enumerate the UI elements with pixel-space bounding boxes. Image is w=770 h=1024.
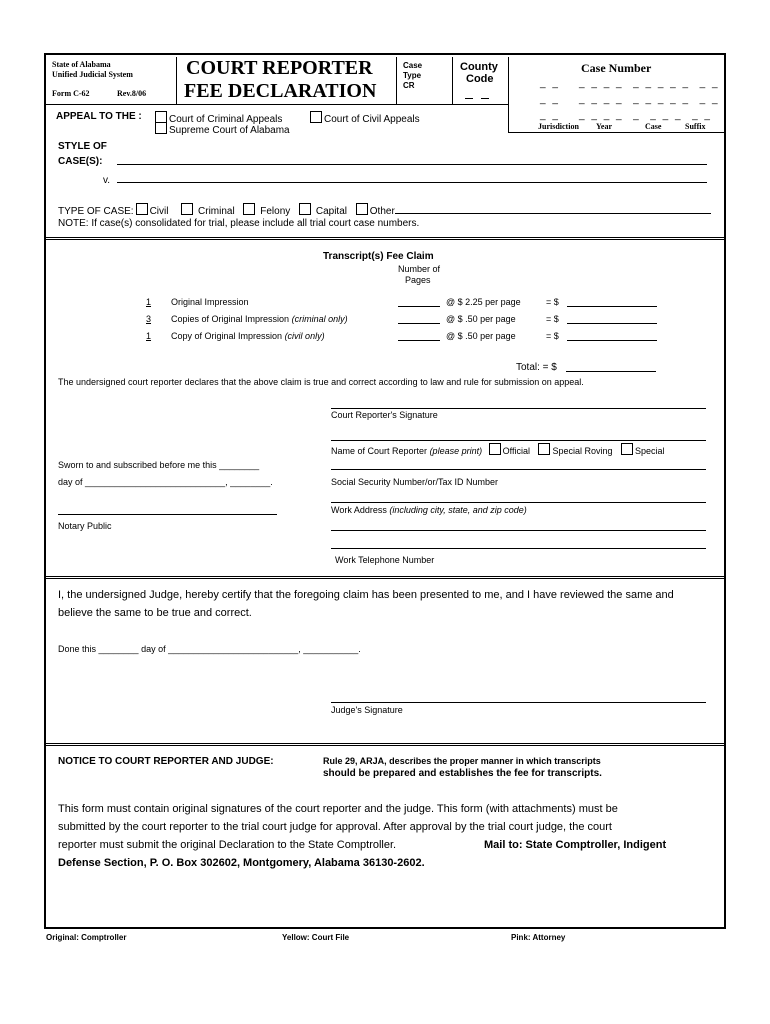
fee-claim-title: Transcript(s) Fee Claim — [323, 251, 434, 262]
footer-pink: Pink: Attorney — [511, 933, 566, 942]
civil-appeals-checkbox[interactable] — [310, 111, 322, 123]
declaration-text: The undersigned court reporter declares that the above claim is true and correct according to law and rule for submission on appeal. — [58, 377, 584, 387]
sworn-text: Sworn to and subscribed before me this ________ — [58, 460, 260, 470]
fee-row-count: 1 — [146, 297, 152, 307]
fee-row-eq: = $ — [546, 331, 559, 341]
judge-signature-label: Judge's Signature — [331, 705, 403, 715]
fee-row-desc: Copy of Original Impression (civil only) — [171, 331, 325, 341]
case-type-label-2: Type — [403, 71, 422, 80]
special-checkbox[interactable] — [621, 443, 633, 455]
style-of-case-input[interactable] — [117, 164, 707, 165]
total-label: Total: = $ — [516, 362, 557, 373]
fee-row-amount-input[interactable] — [567, 340, 657, 341]
reporter-signature-line[interactable] — [331, 408, 706, 409]
case-number-dashes-2: _ _ _ _ _ _ _ _ _ _ _ _ _ — [540, 94, 720, 105]
notice-body-1: This form must contain original signatures of the court reporter and the judge. This form (with attachments) must be — [58, 803, 618, 815]
case-label: Case — [645, 122, 662, 131]
divider-3 — [46, 743, 724, 746]
case-number-label: Case Number — [581, 61, 652, 75]
capital-checkbox[interactable] — [299, 203, 311, 215]
fee-row-amount-input[interactable] — [567, 306, 657, 307]
fee-row-count: 1 — [146, 331, 152, 341]
notice-body-3: reporter must submit the original Declaration to the State Comptroller. — [58, 839, 397, 851]
case-number-dashes-1: _ _ _ _ _ _ _ _ _ _ _ _ _ — [540, 78, 720, 89]
other-checkbox[interactable] — [356, 203, 368, 215]
fee-row-desc: Original Impression — [171, 297, 249, 307]
notice-rule-2: should be prepared and establishes the fee for transcripts. — [323, 768, 602, 779]
pages-label: Pages — [405, 275, 431, 285]
type-of-case-row: TYPE OF CASE: Civil Criminal Felony Capital Other — [58, 203, 395, 217]
phone-input[interactable] — [331, 548, 706, 549]
case-type-value: CR — [403, 81, 415, 90]
suffix-label: Suffix — [685, 122, 706, 131]
reporter-name-input[interactable] — [331, 469, 706, 470]
ssn-label: Social Security Number/or/Tax ID Number — [331, 477, 499, 487]
reporter-signature-label: Court Reporter's Signature — [331, 410, 438, 420]
criminal-checkbox[interactable] — [181, 203, 193, 215]
fee-row-pages-input[interactable] — [398, 340, 440, 341]
form-frame — [44, 53, 726, 929]
civil-checkbox[interactable] — [136, 203, 148, 215]
county-code-label-2: Code — [466, 73, 494, 85]
style-of-case-v-input[interactable] — [117, 182, 707, 183]
case-number-dashes-3: _ _ _ _ _ _ _ _ _ _ _ _ — [540, 110, 712, 121]
fee-row-pages-input[interactable] — [398, 323, 440, 324]
footer-yellow: Yellow: Court File — [282, 933, 350, 942]
judge-certification-2: believe the same to be true and correct. — [58, 607, 252, 619]
fee-row-rate: @ $ .50 per page — [446, 314, 516, 324]
felony-checkbox[interactable] — [243, 203, 255, 215]
fee-row-amount-input[interactable] — [567, 323, 657, 324]
revision: Rev.8/06 — [117, 89, 147, 98]
form-number: Form C-62 — [52, 89, 90, 98]
fee-row-eq: = $ — [546, 297, 559, 307]
divider — [46, 237, 724, 240]
consolidated-note: NOTE: If case(s) consolidated for trial, please include all trial court case numbers. — [58, 218, 420, 229]
appeal-civil-option[interactable]: Court of Civil Appeals — [310, 111, 420, 125]
judge-certification-1: I, the undersigned Judge, hereby certify that the foregoing claim has been presented to me, and I have reviewed the same and — [58, 589, 674, 601]
fee-row-eq: = $ — [546, 314, 559, 324]
fee-row-desc: Copies of Original Impression (criminal only) — [171, 314, 348, 324]
address-input[interactable] — [331, 530, 706, 531]
appeal-criminal-option[interactable]: Court of Criminal Appeals — [155, 111, 282, 125]
reporter-name-label: Name of Court Reporter (please print) Official Special Roving Special — [331, 443, 665, 456]
special-roving-checkbox[interactable] — [538, 443, 550, 455]
judge-signature-line[interactable] — [331, 702, 706, 703]
county-code-label: County — [460, 61, 498, 73]
notary-day-text: day of ____________________________, ________. — [58, 477, 273, 487]
address-label: Work Address (including city, state, and zip code) — [331, 505, 527, 515]
appeal-supreme-option[interactable]: Supreme Court of Alabama — [155, 122, 290, 136]
jurisdiction-label: Jurisdiction — [538, 122, 579, 131]
supreme-court-checkbox[interactable] — [155, 122, 167, 134]
form-title-2: FEE DECLARATION — [184, 80, 377, 102]
notary-public-label: Notary Public — [58, 521, 112, 531]
form-title-1: COURT REPORTER — [186, 57, 373, 79]
total-input[interactable] — [566, 371, 656, 372]
notice-label: NOTICE TO COURT REPORTER AND JUDGE: — [58, 756, 274, 767]
fee-row-rate: @ $ 2.25 per page — [446, 297, 521, 307]
fee-row-count: 3 — [146, 314, 152, 324]
notice-address: Defense Section, P. O. Box 302602, Montgomery, Alabama 36130-2602. — [58, 857, 425, 869]
notary-signature-line[interactable] — [58, 514, 277, 515]
divider-2 — [46, 576, 724, 579]
footer-original: Original: Comptroller — [46, 933, 127, 942]
phone-label: Work Telephone Number — [335, 555, 435, 565]
appeal-to-label: APPEAL TO THE : — [56, 111, 142, 122]
state-label: State of Alabama — [52, 60, 111, 69]
notice-rule-1: Rule 29, ARJA, describes the proper manner in which transcripts — [323, 756, 601, 766]
other-input[interactable] — [395, 213, 711, 214]
notice-body-2: submitted by the court reporter to the trial court judge for approval. After approval by the trial court judge, the court — [58, 821, 612, 833]
ssn-input[interactable] — [331, 502, 706, 503]
cases-label: CASE(S): — [58, 156, 103, 167]
notice-mail-to: Mail to: State Comptroller, Indigent — [484, 839, 667, 851]
year-label: Year — [596, 122, 612, 131]
fee-row-rate: @ $ .50 per page — [446, 331, 516, 341]
done-this-text: Done this ________ day of __________________________, ___________. — [58, 644, 361, 654]
style-of-label: STYLE OF — [58, 141, 107, 152]
official-checkbox[interactable] — [489, 443, 501, 455]
fee-row-pages-input[interactable] — [398, 306, 440, 307]
versus-label: v. — [103, 175, 111, 186]
system-label: Unified Judicial System — [52, 70, 133, 79]
case-type-label: Case — [403, 61, 423, 70]
number-of-label: Number of — [398, 264, 441, 274]
